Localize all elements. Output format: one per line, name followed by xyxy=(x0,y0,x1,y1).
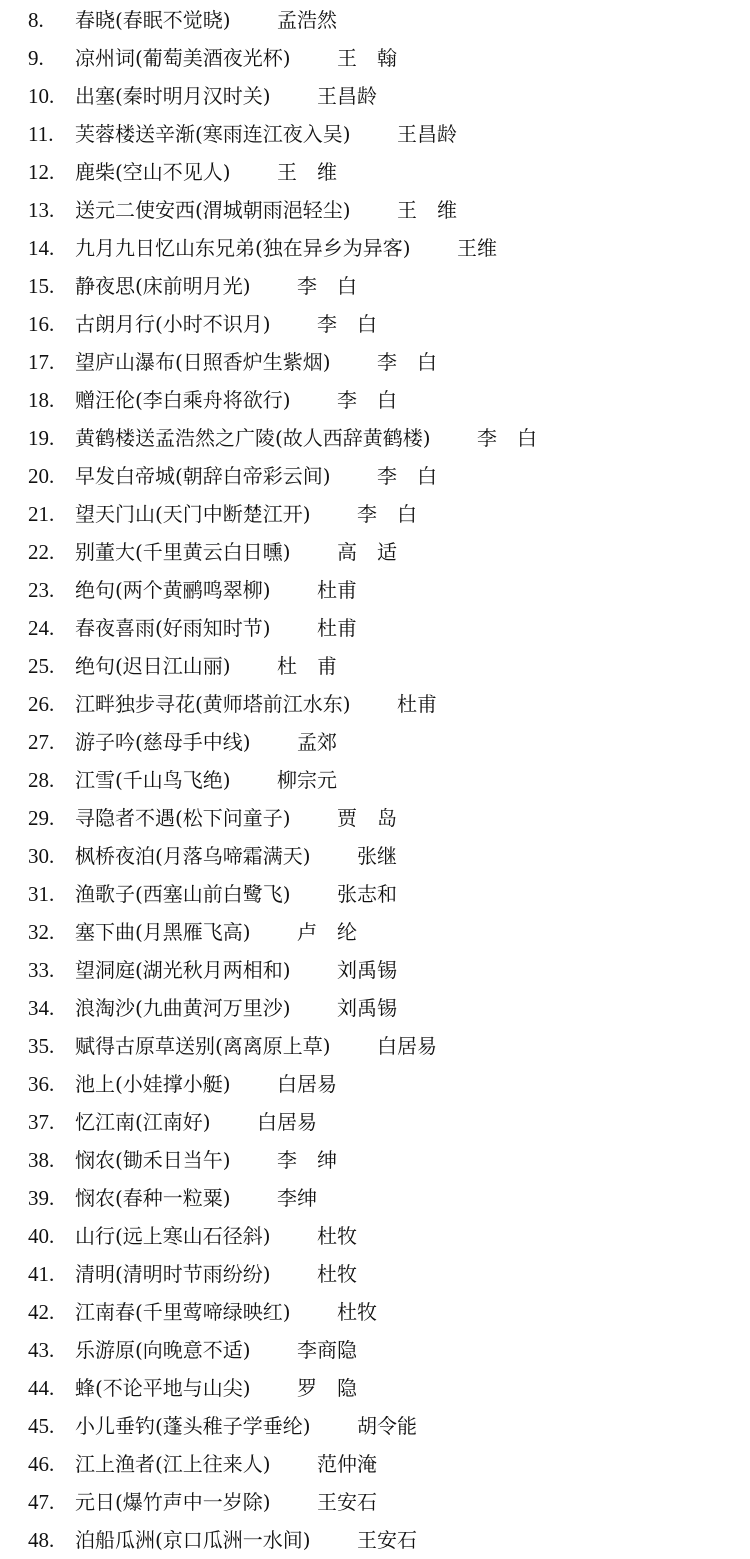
list-item xyxy=(0,1217,750,1255)
poem-title: 赠汪伦(李白乘舟将欲行) xyxy=(75,388,291,412)
poem-title: 绝句(两个黄鹂鸣翠柳) xyxy=(75,578,271,602)
poem-title: 元日(爆竹声中一岁除) xyxy=(75,1490,271,1514)
poem-author: 李 白 xyxy=(317,312,377,336)
poem-author: 李 白 xyxy=(377,464,437,488)
poem-title: 鹿柴(空山不见人) xyxy=(75,160,231,184)
list-item xyxy=(0,153,750,191)
list-item xyxy=(0,685,750,723)
list-item xyxy=(0,191,750,229)
poem-number: 19. xyxy=(28,426,55,450)
poem-number: 42. xyxy=(28,1300,55,1324)
poem-author: 李 白 xyxy=(297,274,357,298)
poem-title: 忆江南(江南好) xyxy=(75,1110,211,1134)
list-item xyxy=(0,1331,750,1369)
poem-title: 游子吟(慈母手中线) xyxy=(75,730,251,754)
poem-author: 胡令能 xyxy=(357,1414,417,1438)
poem-title: 泊船瓜洲(京口瓜洲一水间) xyxy=(75,1528,311,1552)
poem-title: 江雪(千山鸟飞绝) xyxy=(75,768,231,792)
poem-author: 白居易 xyxy=(257,1110,317,1134)
list-item xyxy=(0,39,750,77)
poem-number: 48. xyxy=(28,1528,55,1552)
poem-title: 芙蓉楼送辛渐(寒雨连江夜入吴) xyxy=(75,122,351,146)
poem-title: 古朗月行(小时不识月) xyxy=(75,312,271,336)
poem-number: 32. xyxy=(28,920,55,944)
poem-number: 10. xyxy=(28,84,55,108)
list-item xyxy=(0,495,750,533)
list-item xyxy=(0,1369,750,1407)
poem-number: 34. xyxy=(28,996,55,1020)
poem-number: 33. xyxy=(28,958,55,982)
list-item xyxy=(0,799,750,837)
poem-title: 浪淘沙(九曲黄河万里沙) xyxy=(75,996,291,1020)
poem-title: 寻隐者不遇(松下问童子) xyxy=(75,806,291,830)
list-item xyxy=(0,1445,750,1483)
poem-author: 柳宗元 xyxy=(277,768,337,792)
list-item xyxy=(0,419,750,457)
poem-author: 王昌龄 xyxy=(397,122,457,146)
poem-author: 杜甫 xyxy=(317,578,357,602)
poem-number: 18. xyxy=(28,388,55,412)
poem-author: 李 白 xyxy=(357,502,417,526)
poem-title: 悯农(锄禾日当午) xyxy=(75,1148,231,1172)
poem-number: 39. xyxy=(28,1186,55,1210)
poem-number: 30. xyxy=(28,844,55,868)
poem-author: 李绅 xyxy=(277,1186,317,1210)
poem-title: 渔歌子(西塞山前白鹭飞) xyxy=(75,882,291,906)
poem-number: 13. xyxy=(28,198,55,222)
poem-number: 27. xyxy=(28,730,55,754)
poem-title: 绝句(迟日江山丽) xyxy=(75,654,231,678)
poem-number: 23. xyxy=(28,578,55,602)
poem-title: 早发白帝城(朝辞白帝彩云间) xyxy=(75,464,331,488)
list-item xyxy=(0,115,750,153)
poem-number: 46. xyxy=(28,1452,55,1476)
list-item xyxy=(0,913,750,951)
poem-author: 卢 纶 xyxy=(297,920,357,944)
poem-author: 高 适 xyxy=(337,540,397,564)
poem-title: 望洞庭(湖光秋月两相和) xyxy=(75,958,291,982)
poem-number: 28. xyxy=(28,768,55,792)
poem-title: 凉州词(葡萄美酒夜光杯) xyxy=(75,46,291,70)
poem-author: 李 绅 xyxy=(277,1148,337,1172)
poem-author: 白居易 xyxy=(277,1072,337,1096)
poem-title: 赋得古原草送别(离离原上草) xyxy=(75,1034,331,1058)
list-item xyxy=(0,457,750,495)
poem-number: 17. xyxy=(28,350,55,374)
poem-title: 江南春(千里莺啼绿映红) xyxy=(75,1300,291,1324)
poem-author: 李 白 xyxy=(337,388,397,412)
poem-author: 王 翰 xyxy=(337,46,397,70)
poem-title: 出塞(秦时明月汉时关) xyxy=(75,84,271,108)
poem-author: 刘禹锡 xyxy=(337,958,397,982)
list-item xyxy=(0,1179,750,1217)
poem-title: 望天门山(天门中断楚江开) xyxy=(75,502,311,526)
poem-author: 杜牧 xyxy=(337,1300,377,1324)
poem-title: 送元二使安西(渭城朝雨浥轻尘) xyxy=(75,198,351,222)
poem-title: 蜂(不论平地与山尖) xyxy=(75,1376,251,1400)
poem-number: 38. xyxy=(28,1148,55,1172)
list-item xyxy=(0,1521,750,1559)
list-item xyxy=(0,761,750,799)
poem-number: 29. xyxy=(28,806,55,830)
poem-number: 11. xyxy=(28,122,54,146)
poem-title: 九月九日忆山东兄弟(独在异乡为异客) xyxy=(75,236,411,260)
list-item xyxy=(0,77,750,115)
list-item xyxy=(0,837,750,875)
poem-author: 王维 xyxy=(457,236,497,260)
list-item xyxy=(0,723,750,761)
list-item xyxy=(0,647,750,685)
poem-author: 王昌龄 xyxy=(317,84,377,108)
poem-number: 31. xyxy=(28,882,55,906)
poem-title: 春夜喜雨(好雨知时节) xyxy=(75,616,271,640)
poem-number: 12. xyxy=(28,160,55,184)
poem-title: 山行(远上寒山石径斜) xyxy=(75,1224,271,1248)
poem-title: 别董大(千里黄云白日曛) xyxy=(75,540,291,564)
list-item xyxy=(0,533,750,571)
poem-author: 李 白 xyxy=(477,426,537,450)
poem-number: 47. xyxy=(28,1490,55,1514)
poem-author: 孟郊 xyxy=(297,730,337,754)
poem-author: 杜牧 xyxy=(317,1262,357,1286)
list-item xyxy=(0,381,750,419)
poem-number: 8. xyxy=(28,8,44,32)
poem-number: 44. xyxy=(28,1376,55,1400)
poem-title: 枫桥夜泊(月落乌啼霜满天) xyxy=(75,844,311,868)
poem-number: 45. xyxy=(28,1414,55,1438)
poem-author: 杜 甫 xyxy=(277,654,337,678)
list-item xyxy=(0,609,750,647)
list-item xyxy=(0,229,750,267)
poem-title: 池上(小娃撑小艇) xyxy=(75,1072,231,1096)
poem-number: 9. xyxy=(28,46,44,70)
list-item xyxy=(0,1141,750,1179)
poem-title: 乐游原(向晚意不适) xyxy=(75,1338,251,1362)
poem-title: 塞下曲(月黑雁飞高) xyxy=(75,920,251,944)
poem-number: 15. xyxy=(28,274,55,298)
poem-number: 22. xyxy=(28,540,55,564)
list-item xyxy=(0,1103,750,1141)
poem-number: 14. xyxy=(28,236,55,260)
poem-author: 孟浩然 xyxy=(277,8,337,32)
poem-author: 王 维 xyxy=(277,160,337,184)
list-item xyxy=(0,267,750,305)
list-item xyxy=(0,989,750,1027)
poem-number: 16. xyxy=(28,312,55,336)
poem-title: 静夜思(床前明月光) xyxy=(75,274,251,298)
poem-number: 20. xyxy=(28,464,55,488)
poem-author: 王 维 xyxy=(397,198,457,222)
poem-author: 杜甫 xyxy=(317,616,357,640)
list-item xyxy=(0,1,750,39)
poem-number: 21. xyxy=(28,502,55,526)
poem-number: 35. xyxy=(28,1034,55,1058)
poem-number: 37. xyxy=(28,1110,55,1134)
poem-list xyxy=(0,1,750,1559)
list-item xyxy=(0,875,750,913)
poem-number: 43. xyxy=(28,1338,55,1362)
list-item xyxy=(0,305,750,343)
list-item xyxy=(0,1255,750,1293)
poem-title: 江上渔者(江上往来人) xyxy=(75,1452,271,1476)
poem-number: 40. xyxy=(28,1224,55,1248)
poem-number: 25. xyxy=(28,654,55,678)
poem-title: 黄鹤楼送孟浩然之广陵(故人西辞黄鹤楼) xyxy=(75,426,431,450)
list-item xyxy=(0,951,750,989)
poem-author: 范仲淹 xyxy=(317,1452,377,1476)
poem-author: 李 白 xyxy=(377,350,437,374)
poem-author: 刘禹锡 xyxy=(337,996,397,1020)
list-item xyxy=(0,343,750,381)
poem-author: 张继 xyxy=(357,844,397,868)
list-item xyxy=(0,1065,750,1103)
list-item xyxy=(0,1407,750,1445)
poem-title: 春晓(春眠不觉晓) xyxy=(75,8,231,32)
poem-author: 杜牧 xyxy=(317,1224,357,1248)
list-item xyxy=(0,1293,750,1331)
poem-title: 望庐山瀑布(日照香炉生紫烟) xyxy=(75,350,331,374)
list-item xyxy=(0,571,750,609)
poem-author: 李商隐 xyxy=(297,1338,357,1362)
list-item xyxy=(0,1027,750,1065)
poem-author: 王安石 xyxy=(317,1490,377,1514)
poem-title: 清明(清明时节雨纷纷) xyxy=(75,1262,271,1286)
poem-author: 贾 岛 xyxy=(337,806,397,830)
poem-author: 王安石 xyxy=(357,1528,417,1552)
list-item xyxy=(0,1483,750,1521)
poem-author: 罗 隐 xyxy=(297,1376,357,1400)
poem-author: 张志和 xyxy=(337,882,397,906)
poem-title: 悯农(春种一粒粟) xyxy=(75,1186,231,1210)
poem-number: 41. xyxy=(28,1262,55,1286)
poem-number: 36. xyxy=(28,1072,55,1096)
poem-author: 白居易 xyxy=(377,1034,437,1058)
poem-title: 小儿垂钓(蓬头稚子学垂纶) xyxy=(75,1414,311,1438)
poem-number: 24. xyxy=(28,616,55,640)
poem-number: 26. xyxy=(28,692,55,716)
poem-author: 杜甫 xyxy=(397,692,437,716)
poem-title: 江畔独步寻花(黄师塔前江水东) xyxy=(75,692,351,716)
